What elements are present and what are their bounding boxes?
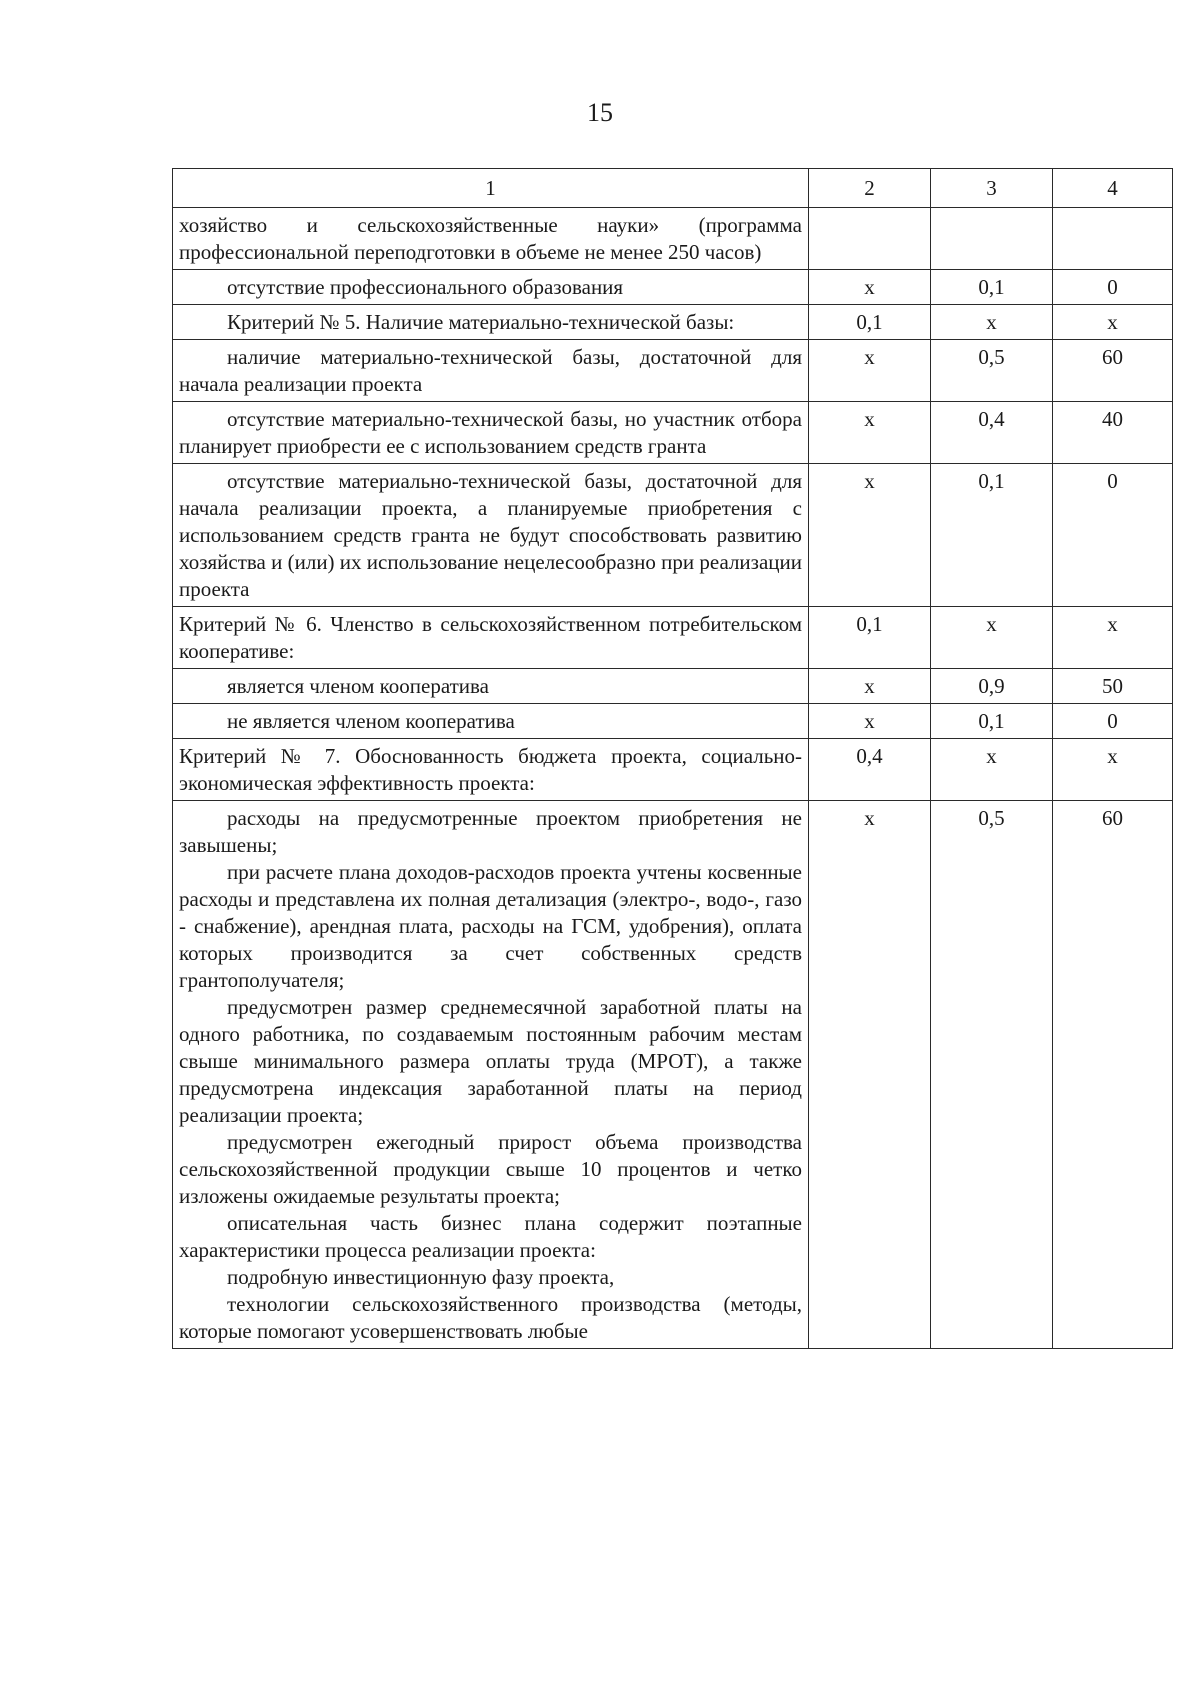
criterion-text-cell (173, 340, 809, 402)
criterion-text-cell (173, 208, 809, 270)
criterion-text-cell (173, 704, 809, 739)
value-cell-col-4: 60 (1053, 340, 1173, 402)
value-cell-col-2: х (809, 464, 931, 607)
value-cell-col-2 (809, 208, 931, 270)
value-cell-col-2: 0,1 (809, 607, 931, 669)
criterion-text: технологии сельскохозяйственного производства (методы, которые помогают усовершенствовать любые (179, 1292, 802, 1343)
criterion-text: предусмотрен ежегодный прирост объема производства сельскохозяйственной продукции свыше 10 процентов и четко изложены ожидаемые результаты проекта; (179, 1130, 802, 1208)
criterion-text: при расчете плана доходов-расходов проекта учтены косвенные расходы и представлена их полная детализация (электро-, водо-, газо - снабжение), арендная плата, расходы на ГСМ, удобрения), оплата которых производится за счет собственных средств грантополучателя; (179, 860, 802, 992)
criterion-text: не является членом кооператива (227, 709, 515, 733)
value-cell-col-3: х (931, 607, 1053, 669)
value-cell-col-3: 0,1 (931, 464, 1053, 607)
table-row (173, 402, 1173, 464)
value-cell-col-2: х (809, 402, 931, 464)
value-cell-col-4: х (1053, 739, 1173, 801)
value-cell-col-2: х (809, 340, 931, 402)
value-cell-col-3: 0,5 (931, 340, 1053, 402)
criterion-text-cell (173, 402, 809, 464)
value-cell-col-2: х (809, 801, 931, 1349)
value-cell-col-4: 40 (1053, 402, 1173, 464)
value-cell-col-4: 0 (1053, 704, 1173, 739)
criteria-table (172, 168, 1173, 1349)
criterion-text-cell (173, 801, 809, 1349)
table-row (173, 704, 1173, 739)
criterion-text-cell (173, 270, 809, 305)
criterion-text: является членом кооператива (227, 674, 490, 698)
value-cell-col-3: 0,1 (931, 704, 1053, 739)
criterion-text: описательная часть бизнес плана содержит поэтапные характеристики процесса реализации проекта: (179, 1211, 802, 1262)
value-cell-col-3: 0,1 (931, 270, 1053, 305)
criterion-text-cell (173, 607, 809, 669)
value-cell-col-4: 0 (1053, 270, 1173, 305)
table-row (173, 305, 1173, 340)
value-cell-col-3: 0,4 (931, 402, 1053, 464)
header-cell-3: 3 (931, 169, 1053, 208)
value-cell-col-4: 0 (1053, 464, 1173, 607)
value-cell-col-4 (1053, 208, 1173, 270)
value-cell-col-4: 60 (1053, 801, 1173, 1349)
value-cell-col-3: 0,5 (931, 801, 1053, 1349)
criterion-text: предусмотрен размер среднемесячной заработной платы на одного работника, по создаваемым постоянным рабочим местам свыше минимального размера оплаты труда (МРОТ), а также предусмотрена индексация заработанной платы на период реализации проекта; (179, 995, 802, 1127)
criterion-text-cell (173, 739, 809, 801)
table-row (173, 464, 1173, 607)
page-number: 15 (587, 98, 613, 127)
criterion-text: отсутствие материально-технической базы, достаточной для начала реализации проекта, а планируемые приобретения с использованием средств гранта не будут способствовать развитию хозяйства и (или) их использование нецелесообразно при реализации проекта (179, 469, 802, 601)
criterion-text-cell (173, 464, 809, 607)
criterion-text: хозяйство и сельскохозяйственные науки» (программа профессиональной переподготовки в объеме не менее 250 часов) (179, 213, 802, 264)
table-row (173, 270, 1173, 305)
table-row (173, 739, 1173, 801)
table-row (173, 340, 1173, 402)
criterion-text: отсутствие профессионального образования (227, 275, 624, 299)
criterion-text: Критерий № 5. Наличие материально-технической базы: (227, 310, 735, 334)
criterion-text: наличие материально-технической базы, достаточной для начала реализации проекта (179, 345, 802, 396)
table-row (173, 669, 1173, 704)
value-cell-col-3: х (931, 739, 1053, 801)
value-cell-col-2: 0,4 (809, 739, 931, 801)
value-cell-col-4: 50 (1053, 669, 1173, 704)
value-cell-col-4: х (1053, 305, 1173, 340)
criterion-text: подробную инвестиционную фазу проекта, (227, 1265, 615, 1289)
header-cell-1: 1 (173, 169, 809, 208)
value-cell-col-4: х (1053, 607, 1173, 669)
value-cell-col-3: 0,9 (931, 669, 1053, 704)
table-row (173, 208, 1173, 270)
table-header-row (173, 169, 1173, 208)
criterion-text: отсутствие материально-технической базы, но участник отбора планирует приобрести ее с использованием средств гранта (179, 407, 802, 458)
value-cell-col-2: х (809, 704, 931, 739)
header-cell-4: 4 (1053, 169, 1173, 208)
value-cell-col-2: 0,1 (809, 305, 931, 340)
table-row (173, 801, 1173, 1349)
value-cell-col-2: х (809, 270, 931, 305)
table-row (173, 607, 1173, 669)
header-cell-2: 2 (809, 169, 931, 208)
value-cell-col-3 (931, 208, 1053, 270)
table-body (173, 208, 1173, 1349)
criterion-text: Критерий № 6. Членство в сельскохозяйственном потребительском кооперативе: (179, 612, 802, 663)
criterion-text: расходы на предусмотренные проектом приобретения не завышены; (179, 806, 802, 857)
criterion-text: Критерий № 7. Обоснованность бюджета проекта, социально-экономическая эффективность проекта: (179, 744, 802, 795)
criterion-text-cell (173, 669, 809, 704)
criterion-text-cell (173, 305, 809, 340)
value-cell-col-2: х (809, 669, 931, 704)
value-cell-col-3: х (931, 305, 1053, 340)
